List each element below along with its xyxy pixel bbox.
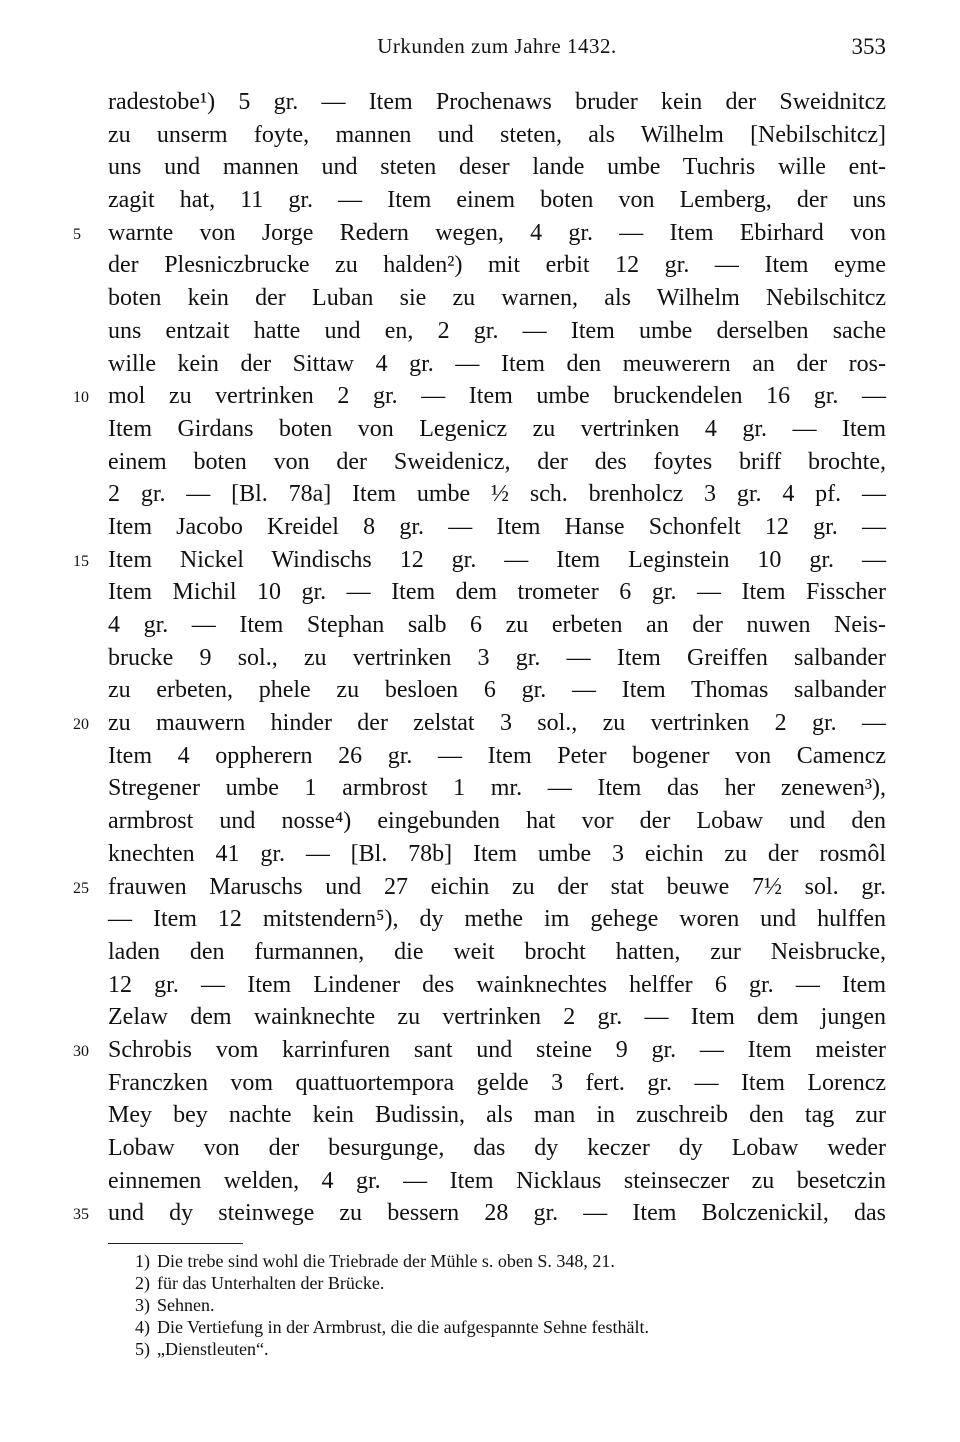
text-line (108, 805, 886, 838)
text-line (108, 903, 886, 936)
text-line (73, 380, 886, 413)
text-line-content: laden den furmannen, die weit brocht hatten, zur Neisbrucke, (108, 938, 886, 965)
text-line (108, 446, 886, 479)
text-line (108, 674, 886, 707)
text-line (108, 1132, 886, 1165)
footnote-mark: 1) (135, 1251, 150, 1271)
text-line-content: Item Girdans boten von Legenicz zu vertrinken 4 gr. — Item (108, 415, 886, 442)
text-line (108, 413, 886, 446)
text-line-content: Franczken vom quattuortempora gelde 3 fert. gr. — Item Lorencz (108, 1069, 886, 1096)
text-line (108, 772, 886, 805)
text-line-content: Item Jacobo Kreidel 8 gr. — Item Hanse Schonfelt 12 gr. — (108, 513, 886, 540)
text-line (108, 1165, 886, 1198)
page-number: 353 (851, 34, 886, 59)
text-line-content: mol zu vertrinken 2 gr. — Item umbe bruckendelen 16 gr. — (108, 383, 886, 410)
text-line (108, 936, 886, 969)
text-line (108, 184, 886, 217)
line-number: 35 (73, 1206, 89, 1224)
text-line-content: Item Nickel Windischs 12 gr. — Item Leginstein 10 gr. — (108, 546, 886, 573)
footnote-text: „Dienstleuten“. (157, 1339, 269, 1359)
text-line-content: 12 gr. — Item Lindener des wainknechtes helffer 6 gr. — Item (108, 971, 886, 998)
text-line-content: Stregener umbe 1 armbrost 1 mr. — Item das her zenewen³), (108, 775, 886, 802)
text-line-content: boten kein der Luban sie zu warnen, als Wilhelm Nebilschitcz (108, 285, 886, 312)
footnote-separator (108, 1243, 243, 1244)
text-line-content: frauwen Maruschs und 27 eichin zu der stat beuwe 7½ sol. gr. (108, 873, 886, 900)
text-line (108, 576, 886, 609)
text-line-content: 4 gr. — Item Stephan salb 6 zu erbeten an der nuwen Neis- (108, 612, 886, 638)
line-number: 30 (73, 1042, 89, 1060)
text-line-content: uns entzait hatte und en, 2 gr. — Item umbe derselben sache (108, 317, 886, 344)
text-line-content: zu unserm foyte, mannen und steten, als Wilhelm [Nebilschitcz] (108, 121, 886, 148)
main-text (73, 86, 886, 1230)
text-line-content: — Item 12 mitstendern⁵), dy methe im gehege woren und hulffen (108, 906, 886, 933)
text-line (108, 511, 886, 544)
footnote-text: Sehnen. (157, 1295, 215, 1315)
text-line-content: warnte von Jorge Redern wegen, 4 gr. — Item Ebirhard von (108, 219, 886, 246)
text-line (73, 707, 886, 740)
text-line (73, 1034, 886, 1067)
text-line-content: uns und mannen und steten deser lande umbe Tuchris wille ent- (108, 154, 886, 181)
text-line-content: Lobaw von der besurgunge, das dy keczer dy Lobaw weder (108, 1135, 886, 1161)
line-number: 10 (73, 389, 89, 407)
footnote (135, 1338, 855, 1360)
text-line-content: zu mauwern hinder der zelstat 3 sol., zu vertrinken 2 gr. — (108, 710, 886, 737)
running-head: Urkunden zum Jahre 1432. (377, 34, 617, 58)
text-line (73, 544, 886, 577)
text-line-content: einem boten von der Sweidenicz, der des foytes briff brochte, (108, 448, 886, 475)
line-number: 15 (73, 552, 89, 570)
footnote (135, 1272, 855, 1294)
text-line-content: brucke 9 sol., zu vertrinken 3 gr. — Item Greiffen salbander (108, 644, 886, 671)
text-line-content: wille kein der Sittaw 4 gr. — Item den meuwerern an der ros- (108, 350, 886, 377)
text-line (108, 740, 886, 773)
text-line (108, 315, 886, 348)
text-line (73, 217, 886, 250)
footnote (135, 1316, 855, 1338)
text-line-content: Item 4 oppherern 26 gr. — Item Peter bogener von Camencz (108, 742, 886, 769)
text-line (108, 609, 886, 642)
text-line (108, 282, 886, 315)
text-line-content: Schrobis vom karrinfuren sant und steine 9 gr. — Item meister (108, 1036, 886, 1063)
text-line-content: armbrost und nosse⁴) eingebunden hat vor der Lobaw und den (108, 808, 886, 835)
text-line (108, 1099, 886, 1132)
page-header (108, 34, 886, 64)
footnote-mark: 2) (135, 1273, 150, 1293)
text-line-content: einnemen welden, 4 gr. — Item Nicklaus steinseczer zu besetczin (108, 1167, 886, 1194)
line-number: 5 (73, 225, 81, 243)
text-line (108, 86, 886, 119)
footnote (135, 1294, 855, 1316)
text-line-content: knechten 41 gr. — [Bl. 78b] Item umbe 3 eichin zu der rosmôl (108, 840, 886, 867)
text-line (108, 1067, 886, 1100)
text-line-content: Mey bey nachte kein Budissin, als man in zuschreib den tag zur (108, 1102, 886, 1129)
text-line (108, 151, 886, 184)
text-line-content: zagit hat, 11 gr. — Item einem boten von Lemberg, der uns (108, 187, 886, 214)
text-line (108, 1001, 886, 1034)
text-line (108, 478, 886, 511)
text-line-content: radestobe¹) 5 gr. — Item Prochenaws bruder kein der Sweidnitcz (108, 89, 886, 115)
text-line (108, 642, 886, 675)
text-line (108, 838, 886, 871)
text-line-content: Item Michil 10 gr. — Item dem trometer 6 gr. — Item Fisscher (108, 579, 886, 606)
footnote-text: für das Unterhalten der Brücke. (157, 1273, 385, 1293)
text-line (73, 1197, 886, 1230)
text-line-content: 2 gr. — [Bl. 78a] Item umbe ½ sch. brenholcz 3 gr. 4 pf. — (108, 481, 886, 508)
footnote-mark: 3) (135, 1295, 150, 1315)
text-line-content: Zelaw dem wainknechte zu vertrinken 2 gr. — Item dem jungen (108, 1004, 886, 1031)
text-line-content: zu erbeten, phele zu besloen 6 gr. — Item Thomas salbander (108, 677, 886, 704)
text-line (108, 119, 886, 152)
text-line-content: und dy steinwege zu bessern 28 gr. — Item Bolczenickil, das (108, 1200, 886, 1227)
line-number: 20 (73, 716, 89, 734)
text-line-content: der Plesniczbrucke zu halden²) mit erbit 12 gr. — Item eyme (108, 252, 886, 279)
footnote-mark: 4) (135, 1317, 150, 1337)
text-line (108, 969, 886, 1002)
text-line (108, 348, 886, 381)
footnote-text: Die Vertiefung in der Armbrust, die die aufgespannte Sehne festhält. (157, 1317, 650, 1337)
line-number: 25 (73, 879, 89, 897)
footnote (135, 1250, 855, 1272)
footnote-text: Die trebe sind wohl die Triebrade der Mühle s. oben S. 348, 21. (157, 1251, 615, 1271)
footnote-mark: 5) (135, 1339, 150, 1359)
text-line (108, 249, 886, 282)
footnotes (135, 1250, 855, 1360)
text-line (73, 871, 886, 904)
